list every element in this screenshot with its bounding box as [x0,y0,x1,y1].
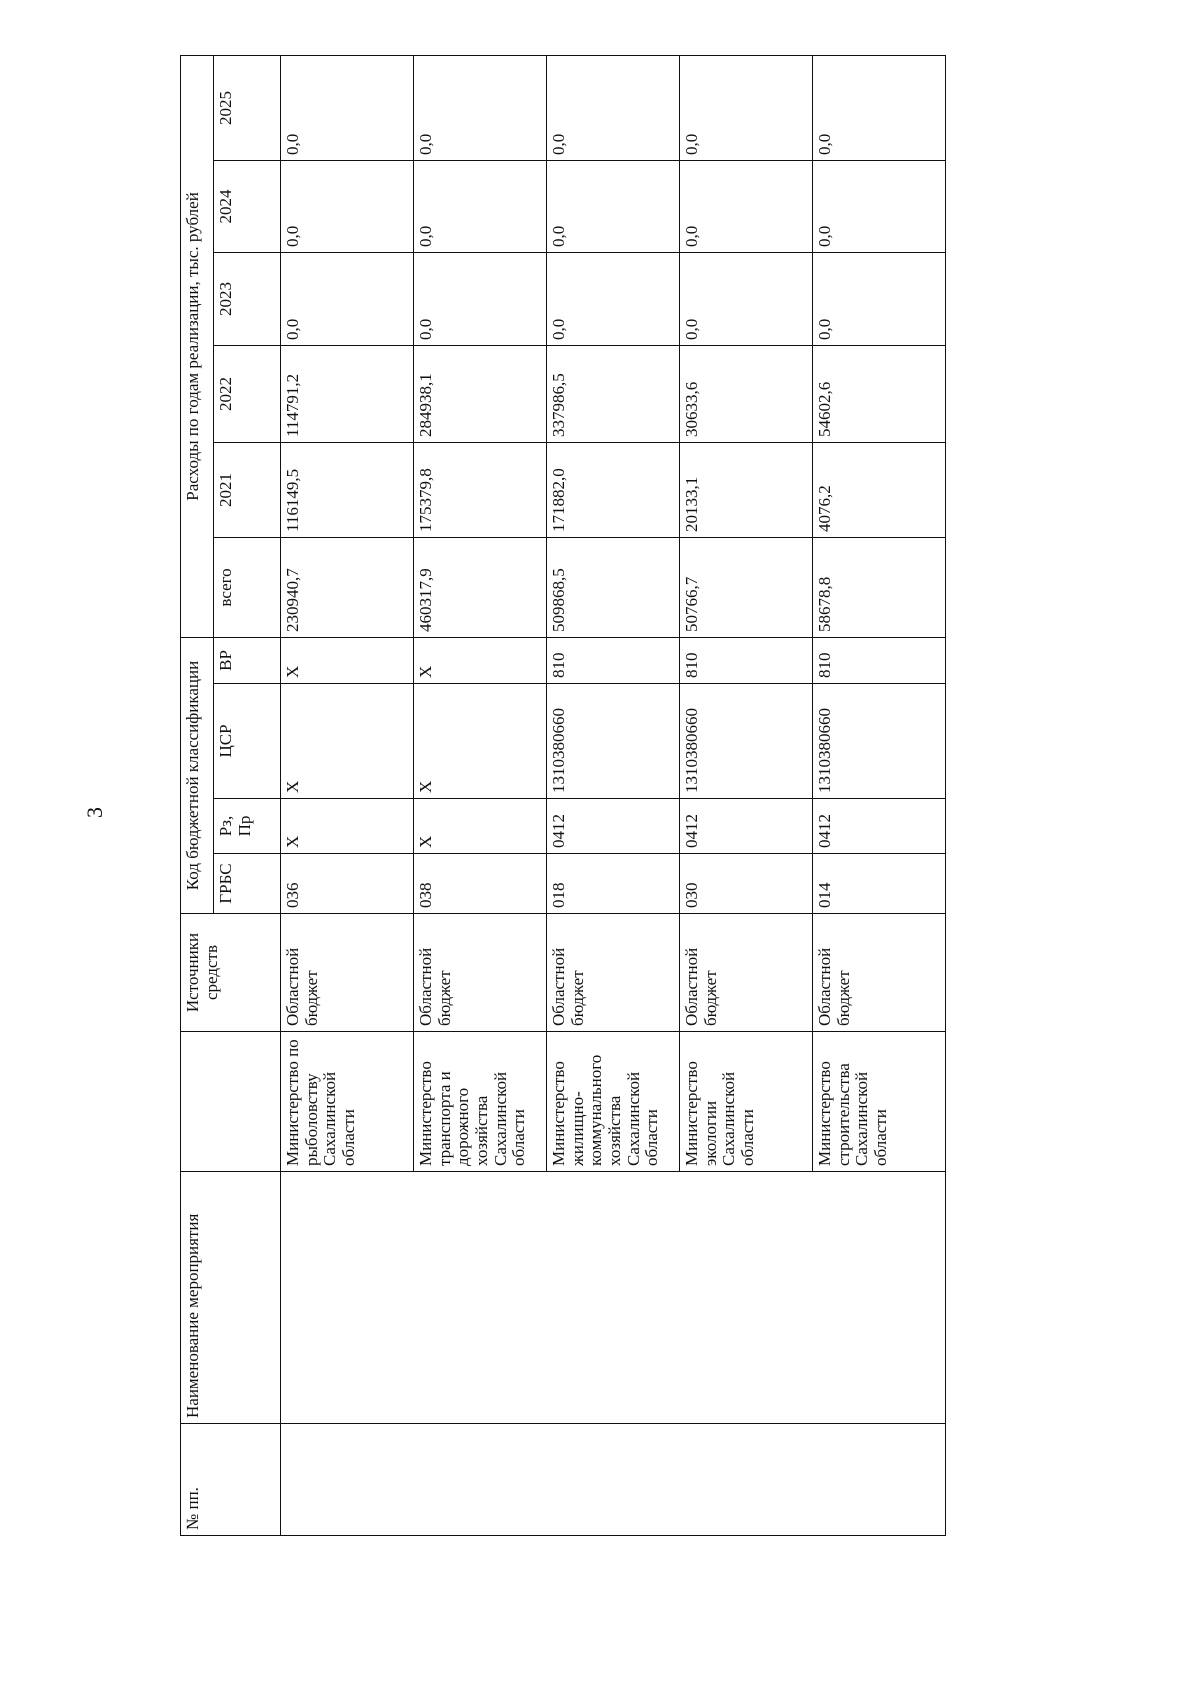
cell-rzpr: Х [414,799,547,854]
cell-executor: Министерство по рыболовству Сахалинской области [281,1032,414,1172]
header-year-2025: 2025 [214,55,281,160]
cell-csr: 1310380660 [680,684,813,799]
cell-total: 58678,8 [813,537,946,637]
cell-vr: Х [281,637,414,683]
header-name: Наименование мероприятия [181,1172,281,1424]
header-rzpr: Рз, Пр [214,799,281,854]
cell-year-2023: 0,0 [680,252,813,345]
header-year-2023: 2023 [214,252,281,345]
cell-year-2025: 0,0 [680,55,813,160]
header-year-2022: 2022 [214,345,281,442]
cell-total: 509868,5 [547,537,680,637]
cell-vr: 810 [680,637,813,683]
cell-csr: 1310380660 [813,684,946,799]
cell-grbs: 038 [414,854,547,914]
budget-table [180,55,946,1536]
header-year-2021: 2021 [214,442,281,537]
cell-executor: Министерство жилищно-коммунального хозяйства Сахалинской области [547,1032,680,1172]
cell-csr: Х [414,684,547,799]
table-row [281,55,414,1535]
header-vr: ВР [214,637,281,683]
cell-year-2023: 0,0 [414,252,547,345]
header-source: Источники средств [181,914,281,1032]
header-csr: ЦСР [214,684,281,799]
cell-rzpr: 0412 [813,799,946,854]
cell-year-2024: 0,0 [414,160,547,252]
cell-executor: Министерство транспорта и дорожного хозяйства Сахалинской области [414,1032,547,1172]
cell-source: Областной бюджет [414,914,547,1032]
cell-csr: 1310380660 [547,684,680,799]
header-year-2024: 2024 [214,160,281,252]
cell-year-2021: 116149,5 [281,442,414,537]
header-total: всего [214,537,281,637]
header-expenses-group: Расходы по годам реализации, тыс. рублей [181,55,214,637]
cell-source: Областной бюджет [813,914,946,1032]
cell-year-2022: 337986,5 [547,345,680,442]
cell-year-2025: 0,0 [547,55,680,160]
cell-year-2021: 20133,1 [680,442,813,537]
cell-year-2022: 54602,6 [813,345,946,442]
cell-csr: Х [281,684,414,799]
cell-vr: Х [414,637,547,683]
cell-year-2025: 0,0 [281,55,414,160]
cell-year-2022: 114791,2 [281,345,414,442]
header-budget-code-group: Код бюджетной классификации [181,637,214,913]
cell-rzpr: 0412 [680,799,813,854]
cell-year-2024: 0,0 [813,160,946,252]
cell-total: 230940,7 [281,537,414,637]
cell-vr: 810 [813,637,946,683]
cell-source: Областной бюджет [281,914,414,1032]
cell-year-2021: 4076,2 [813,442,946,537]
cell-year-2023: 0,0 [281,252,414,345]
cell-source: Областной бюджет [547,914,680,1032]
cell-vr: 810 [547,637,680,683]
cell-grbs: 014 [813,854,946,914]
cell-grbs: 030 [680,854,813,914]
cell-year-2024: 0,0 [680,160,813,252]
page-number: 3 [82,807,107,818]
cell-year-2024: 0,0 [281,160,414,252]
cell-total: 50766,7 [680,537,813,637]
cell-source: Областной бюджет [680,914,813,1032]
cell-year-2024: 0,0 [547,160,680,252]
cell-year-2025: 0,0 [414,55,547,160]
header-num: № пп. [181,1424,281,1536]
cell-rzpr: 0412 [547,799,680,854]
cell-year-2022: 284938,1 [414,345,547,442]
cell-year-2023: 0,0 [547,252,680,345]
cell-num [281,1424,946,1536]
cell-year-2022: 30633,6 [680,345,813,442]
cell-total: 460317,9 [414,537,547,637]
cell-year-2021: 171882,0 [547,442,680,537]
cell-year-2021: 175379,8 [414,442,547,537]
cell-year-2025: 0,0 [813,55,946,160]
cell-year-2023: 0,0 [813,252,946,345]
cell-name [281,1172,946,1424]
cell-executor: Министерство экологии Сахалинской области [680,1032,813,1172]
cell-grbs: 036 [281,854,414,914]
cell-executor: Министерство строительства Сахалинской области [813,1032,946,1172]
rotated-table-container [180,56,1050,1536]
header-executor [181,1032,281,1172]
header-grbs: ГРБС [214,854,281,914]
cell-grbs: 018 [547,854,680,914]
cell-rzpr: Х [281,799,414,854]
